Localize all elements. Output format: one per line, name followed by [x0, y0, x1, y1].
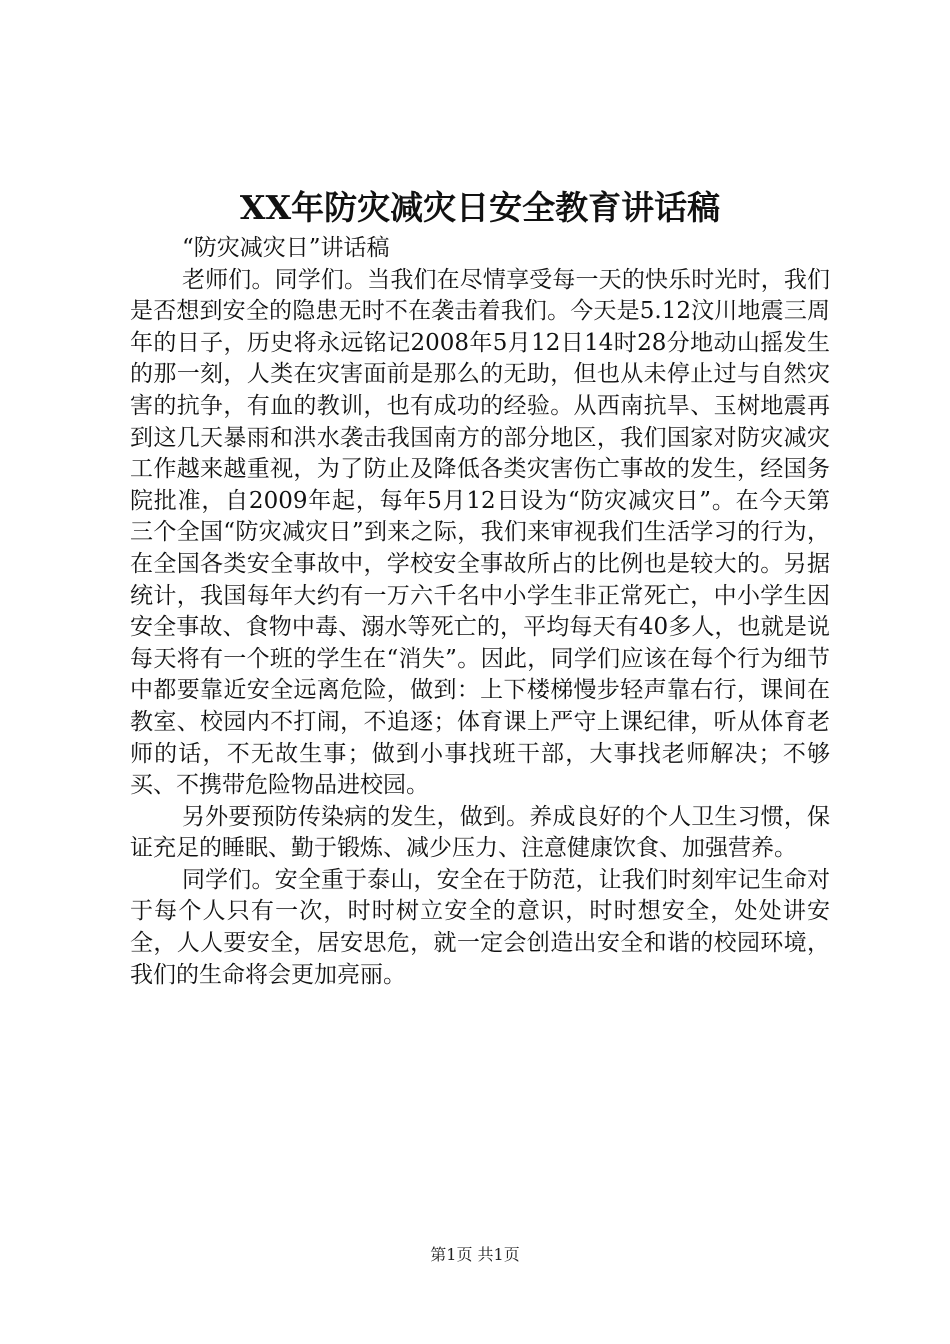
page-footer: 第1页 共1页	[430, 1245, 520, 1264]
paragraph-3: 同学们。安全重于泰山，安全在于防范，让我们时刻牢记生命对于每个人只有一次，时时树立安全的意识，时时想安全，处处讲安全，人人要安全，居安思危，就一定会创造出安全和谐的校园环境，我们的生命将会更加亮丽。	[130, 866, 830, 988]
document-subtitle: “防灾减灾日”讲话稿	[182, 235, 390, 261]
paragraph-1: 老师们。同学们。当我们在尽情享受每一天的快乐时光时，我们是否想到安全的隐患无时不在袭击着我们。今天是5.12汶川地震三周年的日子，历史将永远铭记2008年5月12日14时28分地动山摇发生的那一刻，人类在灾害面前是那么的无助，但也从未停止过与自然灾害的抗争，有血的教训，也有成功的经验。从西南抗旱、玉树地震再到这几天暴雨和洪水袭击我国南方的部分地区，我们国家对防灾减灾工作越来越重视，为了防止及降低各类灾害伤亡事故的发生，经国务院批准，自2009年起，每年5月12日设为“防灾减灾日”。在今天第三个全国“防灾减灾日”到来之际，我们来审视我们生活学习的行为，在全国各类安全事故中，学校安全事故所占的比例也是较大的。另据统计，我国每年大约有一万六千名中小学生非正常死亡，中小学生因安全事故、食物中毒、溺水等死亡的，平均每天有40多人，也就是说每天将有一个班的学生在“消失”。因此，同学们应该在每个行为细节中都要靠近安全远离危险，做到：上下楼梯慢步轻声靠右行，课间在教室、校园内不打闹，不追逐；体育课上严守上课纪律，听从体育老师的话，不无故生事；做到小事找班干部，大事找老师解决；不够买、不携带危险物品进校园。	[130, 266, 830, 799]
paragraph-2: 另外要预防传染病的发生，做到。养成良好的个人卫生习惯，保证充足的睡眠、勤于锻炼、减少压力、注意健康饮食、加强营养。	[130, 803, 830, 862]
document-title: XX年防灾减灾日安全教育讲话稿	[239, 188, 721, 227]
document-body	[130, 233, 830, 991]
